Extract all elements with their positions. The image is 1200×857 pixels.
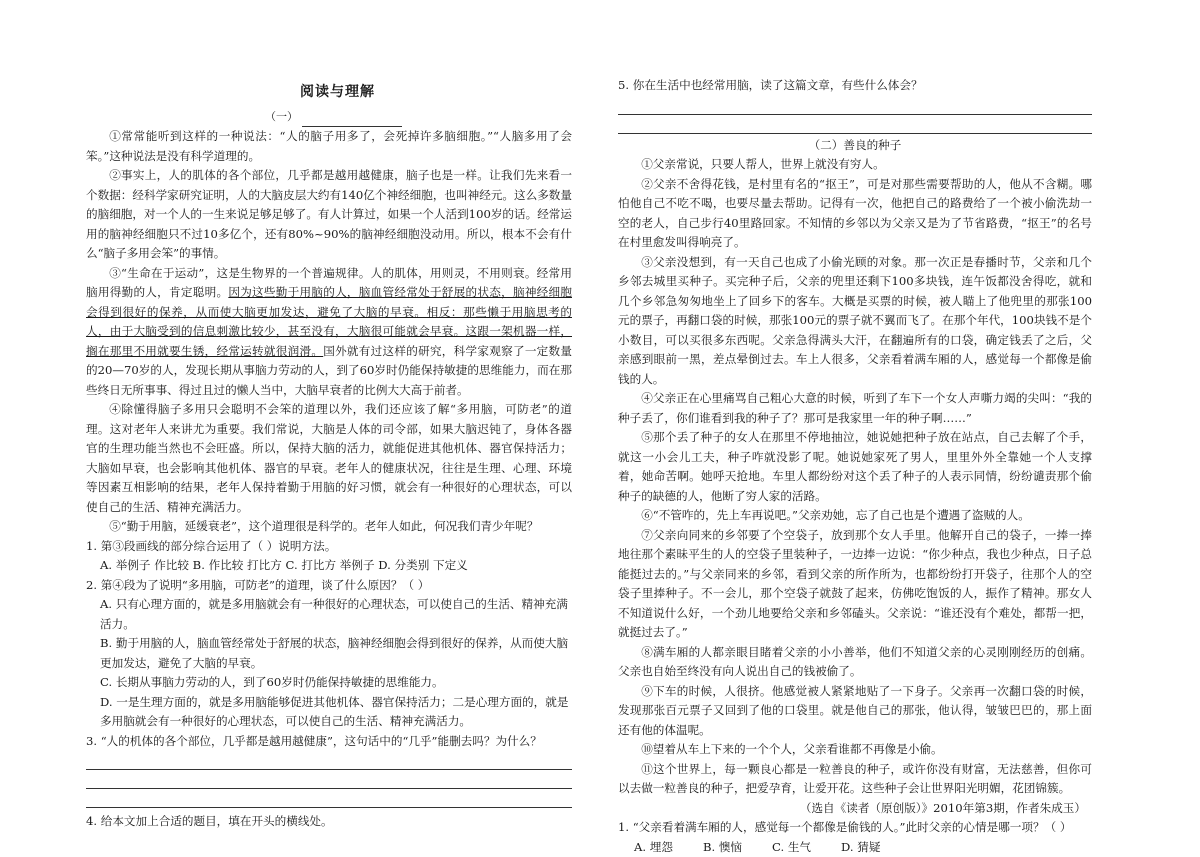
left-paragraph-2: ②事实上，人的肌体的各个部位，几乎都是越用越健康，脑子也是一样。让我们先来看一个数据：经科学家研究证明，人的大脑皮层大约有140亿个神经细胞，也叫神经元。这么多数量的脑细胞，对一个人的一生来说足够足够了。有人计算过，如果一个人活到100岁的话。经常运用的脑神经细胞只不过10多亿个，还有80%~90%的脑神经细胞没动用。所以，根本不会有什么“脑子多用会笨”的事情。 [86,166,572,264]
answer-line-1[interactable] [86,751,572,770]
left-paragraph-3-text: ③“生命在于运动”，这是生物界的一个普遍规律。人的肌体，用则灵，不用则衰。经常用脑用得勤的人，肯定聪明。 [86,266,572,300]
question-2-option-c: C. 长期从事脑力劳动的人，到了60岁时仍能保持敏捷的思维能力。 [86,673,572,693]
left-paragraph-5: ⑤“勤于用脑，延缓衰老”，这个道理很是科学的。老年人如此，何况我们青少年呢？ [86,517,572,537]
right-column [618,76,1092,857]
section-two-title: （二）善良的种子 [618,136,1092,156]
right-paragraph-7: ⑦父亲向同来的乡邻要了个空袋子，放到那个女人手里。他解开自己的袋子，一捧一捧地往那个素昧平生的人的空袋子里装种子，一边捧一边说：“你少种点，我也少种点，日子总能挺过去的。”与父亲同来的乡邻，看到父亲的所作所为，也都纷纷打开袋子，往那个人的空袋子里捧种子。不一会儿，那个空袋子就鼓了起来，仿佛吃饱饭的人，振作了精神。那女人不知道说什么好，一个劲儿地要给父亲和乡邻磕头。父亲说：“谁还没有个难处，都帮一把，就挺过去了。” [618,526,1092,643]
question-2-option-d: D. 一是生理方面的，就是多用脑能够促进其他机体、器官保持活力；二是心理方面的，就是多用脑就会有一种很好的心理状态，可以使自己的生活、精神充满活力。 [86,693,572,732]
right-paragraph-10: ⑩望着从车上下来的一个个人，父亲看谁都不再像是小偷。 [618,740,1092,760]
option-a[interactable]: A. 埋怨 [634,838,673,857]
question-3: 3. “人的机体的各个部位，几乎都是越用越健康”，这句话中的“几乎”能删去吗？为什么？ [86,732,572,752]
story-question-1-options [618,838,1092,857]
option-d[interactable]: D. 猜疑 [841,838,880,857]
right-paragraph-11: ⑪这个世界上，每一颗良心都是一粒善良的种子，或许你没有财富，无法慈善，但你可以去做一粒善良的种子，把爱孕育，让爱开花。这些种子会让世界阳光明媚，花团锦簇。 [618,760,1092,799]
right-paragraph-3: ③父亲没想到，有一天自己也成了小偷光顾的对象。那一次正是春播时节，父亲和几个乡邻去城里买种子。买完种子后，父亲的兜里还剩下100多块钱，连午饭都没舍得吃，就和几个乡邻急匆匆地坐上了回乡下的客车。大概是买票的时候，被人瞄上了他兜里的那张100元的票子，再翻口袋的时候，那张100元的票子就不翼而飞了。在那个年代，100块钱不是个小数目，可以买很多东西呢。父亲急得满头大汗，在翻遍所有的口袋，确定钱丢了之后，父亲感到眼前一黑，差点晕倒过去。车上人很多，父亲看着满车厢的人，感觉每一个都像是偷钱的人。 [618,253,1092,390]
answer-line-3[interactable] [86,789,572,808]
left-paragraph-3-tail: 国外就有过这样的研究，科学家观察了一定数量的20—70岁的人，发现长期从事脑力劳动的人，到了60岁时仍能保持敏捷的思维能力，而在那些终日无所事事、得过且过的懒人当中，大脑早衰者的比例大大高于前者。 [86,344,572,397]
option-c[interactable]: C. 生气 [772,838,811,857]
left-paragraph-3 [86,264,572,401]
option-b[interactable]: B. 懊恼 [703,838,742,857]
right-paragraph-2: ②父亲不舍得花钱，是村里有名的“抠王”，可是对那些需要帮助的人，他从不含糊。哪怕他自己不吃不喝，也要尽量去帮助。记得有一次，他把自己的路费给了一个被小偷洗劫一空的老人，自己步行40里路回家。不知情的乡邻以为父亲又是为了节省路费，“抠王”的名号在村里愈发叫得响亮了。 [618,175,1092,253]
answer-line-q5-2[interactable] [618,115,1092,134]
question-1: 1. 第③段画线的部分综合运用了（ ）说明方法。 [86,537,572,557]
question-4: 4. 给本文加上合适的题目，填在开头的横线处。 [86,812,572,832]
page-title: 阅读与理解 [300,83,375,103]
title-blank-line [302,114,402,127]
source-citation: （选自《读者（原创版）》2010年第3期，作者朱成玉） [618,799,1092,819]
right-paragraph-9: ⑨下车的时候，人很挤。他感觉被人紧紧地贴了一下身子。父亲再一次翻口袋的时候，发现那张百元票子又回到了他的口袋里。就是他自己的那张，他认得，皱皱巴巴的，那上面还有他的体温呢。 [618,682,1092,741]
left-paragraph-1: ①常常能听到这样的一种说法：“人的脑子用多了，会死掉许多脑细胞。”“人脑多用了会笨。”这种说法是没有科学道理的。 [86,127,572,166]
question-2-option-a: A. 只有心理方面的，就是多用脑就会有一种很好的心理状态，可以使自己的生活、精神充满活力。 [86,595,572,634]
section-one-heading [265,107,402,127]
left-paragraph-4: ④除懂得脑子多用只会聪明不会笨的道理以外，我们还应该了解“多用脑，可防老”的道理。这对老年人来讲尤为重要。我们常说，大脑是人体的司令部，如果大脑迟钝了，身体各器官的生理功能当然也不会旺盛。所以，保持大脑的活力，就能促进其他机体、器官保持活力；大脑如早衰，也会影响其他机体、器官的早衰。老年人的健康状况，往往是生理、心理、环境等因素互相影响的结果，老年人保持着勤于用脑的好习惯，就会有一种很好的心理状态，可以使自己的生活、精神充满活力。 [86,400,572,517]
question-2: 2. 第④段为了说明“多用脑，可防老”的道理，谈了什么原因？（ ） [86,576,572,596]
right-paragraph-4: ④父亲正在心里痛骂自己粗心大意的时候，听到了车下一个女人声嘶力竭的尖叫：“我的种子丢了，你们谁看到我的种子了？那可是我家里一年的种子啊……” [618,389,1092,428]
answer-line-q5-1[interactable] [618,96,1092,115]
underlined-passage: 因为这些勤于用脑的人，脑血管经常处于舒展的状态，脑神经细胞会得到很好的保养，从而使大脑更加发达，避免了大脑的早衰。相反：那些懒于用脑思考的人，由于大脑受到的信息刺激比较少，甚至没有，大脑很可能就会早衰。这跟一架机器一样，搁在那里不用就要生锈，经常运转就很润滑。 [86,285,572,358]
left-column [86,127,572,832]
right-paragraph-1: ①父亲常说，只要人帮人，世界上就没有穷人。 [618,155,1092,175]
right-paragraph-8: ⑧满车厢的人都亲眼目睹着父亲的小小善举，他们不知道父亲的心灵刚刚经历的创痛。父亲也自始至终没有向人说出自己的钱被偷了。 [618,643,1092,682]
section-one-label: （一） [265,110,298,123]
question-2-option-b: B. 勤于用脑的人，脑血管经常处于舒展的状态，脑神经细胞会得到很好的保养，从而使大脑更加发达，避免了大脑的早衰。 [86,634,572,673]
question-5: 5. 你在生活中也经常用脑，读了这篇文章，有些什么体会？ [618,76,1092,96]
answer-line-2[interactable] [86,770,572,789]
question-1-options: A. 举例子 作比较 B. 作比较 打比方 C. 打比方 举例子 D. 分类别 下定义 [86,556,572,576]
story-question-1: 1. “父亲看着满车厢的人，感觉每一个都像是偷钱的人。”此时父亲的心情是哪一项？（ ） [618,818,1092,838]
right-paragraph-6: ⑥“不管咋的，先上车再说吧。”父亲劝她，忘了自己也是个遭遇了盗贼的人。 [618,506,1092,526]
right-paragraph-5: ⑤那个丢了种子的女人在那里不停地抽泣，她说她把种子放在站点，自己去解了个手，就这一小会儿工夫，种子咋就没影了呢。她说她家死了男人，里里外外全靠她一个人支撑着，她命苦啊。她呼天抢地。车里人都纷纷对这个丢了种子的人表示同情，纷纷谴责那个偷种子的缺德的人，他断了穷人家的活路。 [618,428,1092,506]
